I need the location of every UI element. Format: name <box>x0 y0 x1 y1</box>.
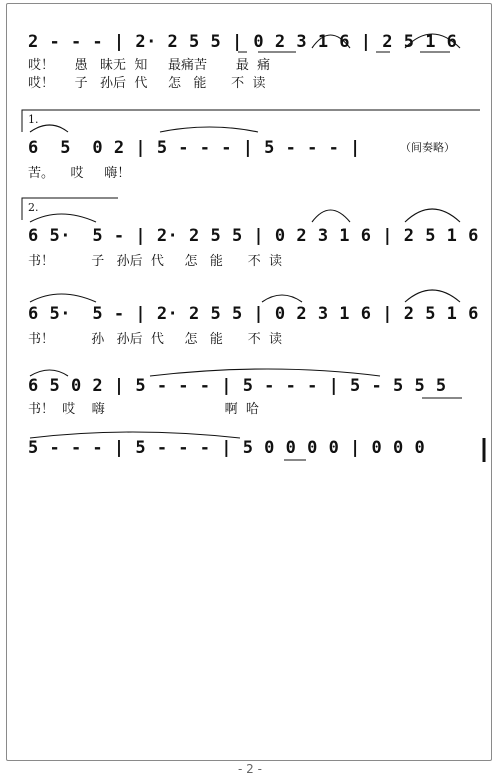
staff-system-3 <box>0 196 500 276</box>
lyrics-line-5: 书！ 哎 嗨 啊 哈 <box>28 402 259 417</box>
notation-line-4: 6 5· 5 - | 2· 2 5 5 | 0 2 3 1 6 | 2 5 1 6 <box>28 304 479 324</box>
staff-system-1 <box>0 28 500 100</box>
notation-line-1: 2 - - - | 2· 2 5 5 | 0 2 3 1 6 | 2 5 1 6 <box>28 32 458 52</box>
page-number: - 2 - <box>238 762 262 776</box>
volta-label-2: 2. <box>28 201 39 214</box>
staff-system-2 <box>0 108 500 188</box>
lyrics-line-3: 书！ 子 孙后 代 怎 能 不 读 <box>28 254 282 269</box>
lyrics-line-2: 苦。 哎 嗨！ <box>28 166 131 181</box>
lyrics-line-1b: 哎！ 子 孙后 代 怎 能 不 读 <box>28 76 266 91</box>
notation-line-2: 6 5 0 2 | 5 - - - | 5 - - - | <box>28 138 361 158</box>
staff-system-4 <box>0 282 500 354</box>
notation-line-3: 6 5· 5 - | 2· 2 5 5 | 0 2 3 1 6 | 2 5 1 6 <box>28 226 479 246</box>
notation-line-6: 5 - - - | 5 - - - | 5 0 0 0 0 | 0 0 0 <box>28 438 426 458</box>
lyrics-line-1a: 哎！ 愚 昧无 知 最痛苦 最 痛 <box>28 58 271 73</box>
notation-line-5: 6 5 0 2 | 5 - - - | 5 - - - | 5 - 5 5 5 <box>28 376 447 396</box>
staff-system-5 <box>0 362 500 424</box>
staff-system-6 <box>0 430 500 470</box>
volta-label-1: 1. <box>28 113 39 126</box>
interlude-note: （间奏略） <box>400 141 455 154</box>
lyrics-line-4: 书！ 孙 孙后 代 怎 能 不 读 <box>28 332 282 347</box>
